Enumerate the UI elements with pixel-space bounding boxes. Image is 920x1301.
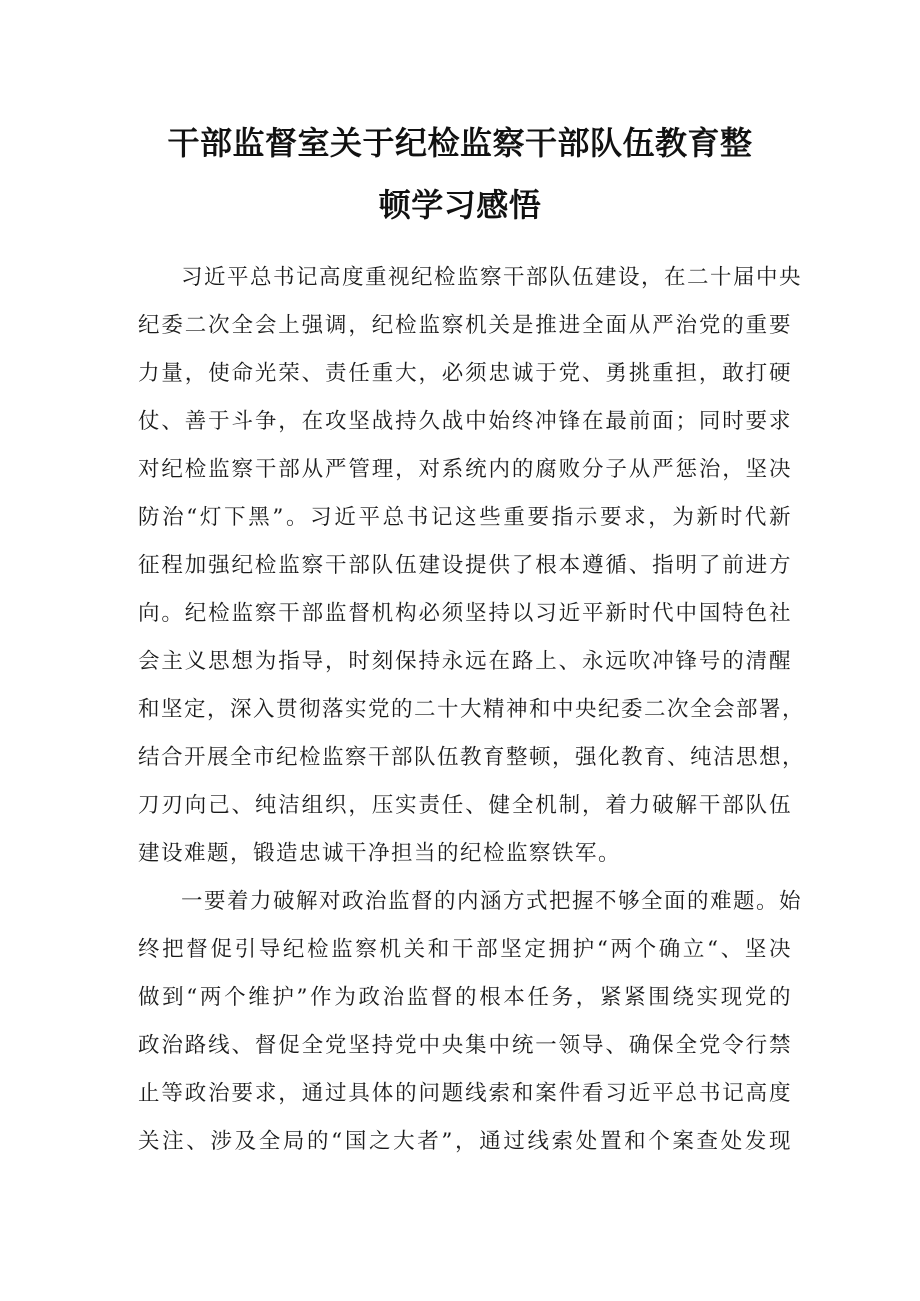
text-line: 习近平总书记高度重视纪检监察干部队伍建设，在二十届中央 xyxy=(181,265,803,290)
text-line: 止等政治要求，通过具体的问题线索和案件看习近平总书记高度 xyxy=(138,1081,792,1106)
paragraph-intro xyxy=(138,254,806,878)
text-line: 做到“两个维护”作为政治监督的根本任务，紧紧围绕实现党的 xyxy=(138,985,792,1010)
title-line: 顿学习感悟 xyxy=(378,186,542,224)
text-line: 会主义思想为指导，时刻保持永远在路上、永远吹冲锋号的清醒 xyxy=(138,649,792,674)
paragraph-point-one xyxy=(138,878,803,1166)
text-line: 征程加强纪检监察干部队伍建设提供了根本遵循、指明了前进方 xyxy=(138,553,792,578)
document-body xyxy=(138,254,806,1166)
text-line: 一要着力破解对政治监督的内涵方式把握不够全面的难题。始 xyxy=(181,889,803,914)
text-line: 刀刃向己、纯洁组织，压实责任、健全机制，着力破解干部队伍 xyxy=(138,793,792,818)
text-line: 结合开展全市纪检监察干部队伍教育整顿，强化教育、纯洁思想， xyxy=(138,745,806,770)
text-line: 关注、涉及全局的“国之大者”，通过线索处置和个案查处发现 xyxy=(138,1129,792,1154)
text-line: 政治路线、督促全党坚持党中央集中统一领导、确保全党令行禁 xyxy=(138,1033,792,1058)
document-title xyxy=(120,112,800,236)
text-line: 建设难题，锻造忠诚干净担当的纪检监察铁军。 xyxy=(138,841,622,866)
text-line: 和坚定，深入贯彻落实党的二十大精神和中央纪委二次全会部署， xyxy=(138,697,806,722)
text-line: 仗、善于斗争，在攻坚战持久战中始终冲锋在最前面；同时要求 xyxy=(138,409,792,434)
text-line: 防治“灯下黑”。习近平总书记这些重要指示要求，为新时代新 xyxy=(138,505,792,530)
text-line: 对纪检监察干部从严管理，对系统内的腐败分子从严惩治，坚决 xyxy=(138,457,792,482)
text-line: 纪委二次全会上强调，纪检监察机关是推进全面从严治党的重要 xyxy=(138,313,792,338)
title-line: 干部监督室关于纪检监察干部队伍教育整 xyxy=(167,124,753,162)
text-line: 终把督促引导纪检监察机关和干部坚定拥护“两个确立“、坚决 xyxy=(138,937,792,962)
text-line: 力量，使命光荣、责任重大，必须忠诚于党、勇挑重担，敢打硬 xyxy=(138,361,792,386)
text-line: 向。纪检监察干部监督机构必须坚持以习近平新时代中国特色社 xyxy=(138,601,792,626)
